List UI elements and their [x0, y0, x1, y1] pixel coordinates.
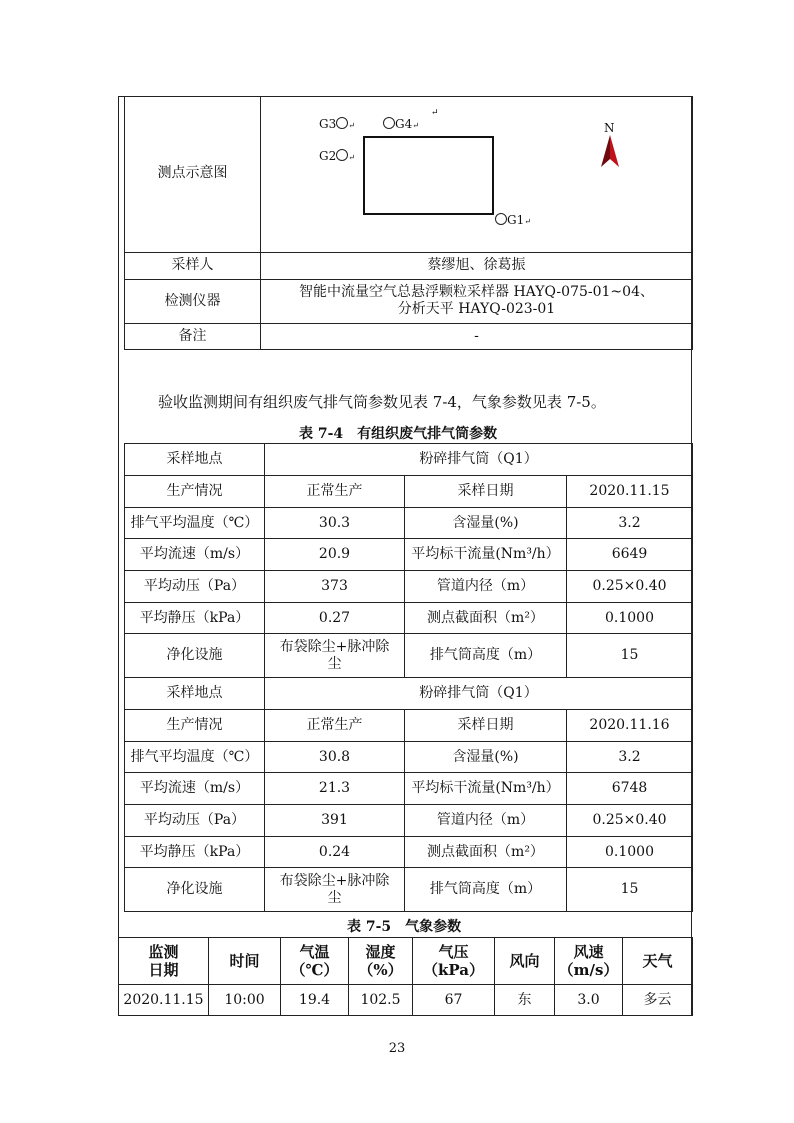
cell-value: 3.2 — [567, 742, 693, 773]
cell-value: 布袋除尘+脉冲除 尘 — [265, 634, 405, 678]
cell-label: 平均标干流量(Nm³/h） — [405, 539, 567, 571]
cell-label: 生产情况 — [125, 710, 265, 742]
cell-label: 含湿量(%) — [405, 742, 567, 773]
diagram-label: 测点示意图 — [125, 96, 261, 252]
circle-icon — [383, 117, 395, 129]
cell-value: 30.8 — [265, 742, 405, 773]
cell-value: 15 — [567, 634, 693, 678]
cell-label: 采样日期 — [405, 710, 567, 742]
table-row — [125, 508, 693, 539]
cell-label: 平均流速（m/s） — [125, 773, 265, 805]
cell-value: 0.25×0.40 — [567, 805, 693, 837]
cell-label: 测点截面积（m²） — [405, 837, 567, 868]
cell-value: 0.1000 — [567, 603, 693, 634]
cell-wind-speed: 3.0 — [555, 985, 623, 1016]
cell-date: 2020.11.15 — [119, 985, 209, 1016]
body-paragraph: 验收监测期间有组织废气排气筒参数见表 7-4，气象参数见表 7-5。 — [158, 393, 606, 411]
cell-label: 净化设施 — [125, 868, 265, 912]
header-wind-speed: 风速 （m/s） — [555, 938, 623, 985]
instrument-value: 智能中流量空气总悬浮颗粒采样器 HAYQ-075-01~04、 分析天平 HAYQ-023-01 — [261, 279, 693, 323]
block-1116 — [125, 678, 693, 912]
table-row — [119, 985, 693, 1016]
site-label: 采样地点 — [125, 678, 265, 710]
cell-label: 生产情况 — [125, 476, 265, 508]
cell-value: 373 — [265, 571, 405, 603]
header-pressure: 气压 （kPa） — [413, 938, 495, 985]
north-label: N — [604, 121, 615, 136]
table-row — [125, 837, 693, 868]
cell-value: 6748 — [567, 773, 693, 805]
cell-value: 15 — [567, 868, 693, 912]
cell-label: 测点截面积（m²） — [405, 603, 567, 634]
table-row — [125, 634, 693, 678]
building-outline — [363, 136, 494, 215]
table-row — [125, 603, 693, 634]
circle-icon — [336, 149, 348, 161]
cell-label: 排气筒高度（m） — [405, 868, 567, 912]
remarks-label: 备注 — [125, 323, 261, 349]
point-g3: G3 ↵ — [319, 117, 355, 132]
site-label: 采样地点 — [125, 444, 265, 476]
cell-value: 3.2 — [567, 508, 693, 539]
table-row — [125, 539, 693, 571]
header-date: 监测 日期 — [119, 938, 209, 985]
cell-label: 排气平均温度（℃） — [125, 508, 265, 539]
table-row — [125, 476, 693, 508]
cell-temperature: 19.4 — [281, 985, 349, 1016]
table-header-row — [119, 938, 693, 985]
sampler-label: 采样人 — [125, 252, 261, 279]
cell-value: 30.3 — [265, 508, 405, 539]
cell-value: 0.25×0.40 — [567, 571, 693, 603]
header-temperature: 气温 （℃） — [281, 938, 349, 985]
header-humidity: 湿度 （%） — [349, 938, 413, 985]
cell-value: 2020.11.16 — [567, 710, 693, 742]
table-7-4-caption: 表 7-4 有组织废气排气筒参数 — [299, 426, 498, 442]
cell-label: 排气筒高度（m） — [405, 634, 567, 678]
cell-label: 平均动压（Pa） — [125, 805, 265, 837]
cell-label: 采样日期 — [405, 476, 567, 508]
table-row — [125, 571, 693, 603]
point-g2: G2 ↵ — [319, 149, 355, 164]
table-row — [125, 710, 693, 742]
header-wind-direction: 风向 — [495, 938, 555, 985]
block-1115 — [125, 444, 693, 678]
cell-label: 管道内径（m） — [405, 571, 567, 603]
cell-label: 平均静压（kPa） — [125, 603, 265, 634]
cell-weather: 多云 — [623, 985, 693, 1016]
weather-table — [118, 937, 693, 1016]
exhaust-stack-table — [124, 443, 693, 912]
cell-value: 0.1000 — [567, 837, 693, 868]
table-row — [125, 742, 693, 773]
point-g4: G4↵ — [383, 116, 419, 134]
cell-value: 正常生产 — [265, 476, 405, 508]
cell-label: 排气平均温度（℃） — [125, 742, 265, 773]
cell-value: 6649 — [567, 539, 693, 571]
circle-icon — [336, 117, 348, 129]
cell-value: 2020.11.15 — [567, 476, 693, 508]
remarks-value: - — [261, 323, 693, 349]
info-table — [124, 96, 693, 350]
page-frame-left — [118, 96, 119, 1016]
cell-wind-direction: 东 — [495, 985, 555, 1016]
sampler-value: 蔡缪旭、徐葛振 — [261, 252, 693, 279]
table-row — [125, 805, 693, 837]
measurement-point-diagram — [261, 96, 692, 251]
cell-label: 平均标干流量(Nm³/h） — [405, 773, 567, 805]
table-row — [125, 773, 693, 805]
cell-label: 含湿量(%) — [405, 508, 567, 539]
cell-label: 平均静压（kPa） — [125, 837, 265, 868]
cell-pressure: 67 — [413, 985, 495, 1016]
table-7-5-caption: 表 7-5 气象参数 — [347, 919, 462, 935]
cell-value: 21.3 — [265, 773, 405, 805]
site-value: 粉碎排气筒（Q1） — [265, 444, 693, 476]
cell-value: 布袋除尘+脉冲除 尘 — [265, 868, 405, 912]
circle-icon — [495, 213, 507, 225]
cell-value: 391 — [265, 805, 405, 837]
cell-value: 正常生产 — [265, 710, 405, 742]
header-time: 时间 — [209, 938, 281, 985]
cell-time: 10:00 — [209, 985, 281, 1016]
header-weather: 天气 — [623, 938, 693, 985]
cell-label: 平均流速（m/s） — [125, 539, 265, 571]
north-arrow-icon — [600, 135, 620, 167]
cell-value: 20.9 — [265, 539, 405, 571]
instrument-label: 检测仪器 — [125, 279, 261, 323]
table-row — [125, 868, 693, 912]
cell-value: 0.24 — [265, 837, 405, 868]
return-mark-icon: ↵ — [431, 108, 439, 119]
cell-value: 0.27 — [265, 603, 405, 634]
point-g1: G1↵ — [495, 212, 531, 230]
cell-label: 管道内径（m） — [405, 805, 567, 837]
site-value: 粉碎排气筒（Q1） — [265, 678, 693, 710]
page-number: 23 — [388, 1041, 406, 1056]
cell-label: 净化设施 — [125, 634, 265, 678]
cell-humidity: 102.5 — [349, 985, 413, 1016]
cell-label: 平均动压（Pa） — [125, 571, 265, 603]
